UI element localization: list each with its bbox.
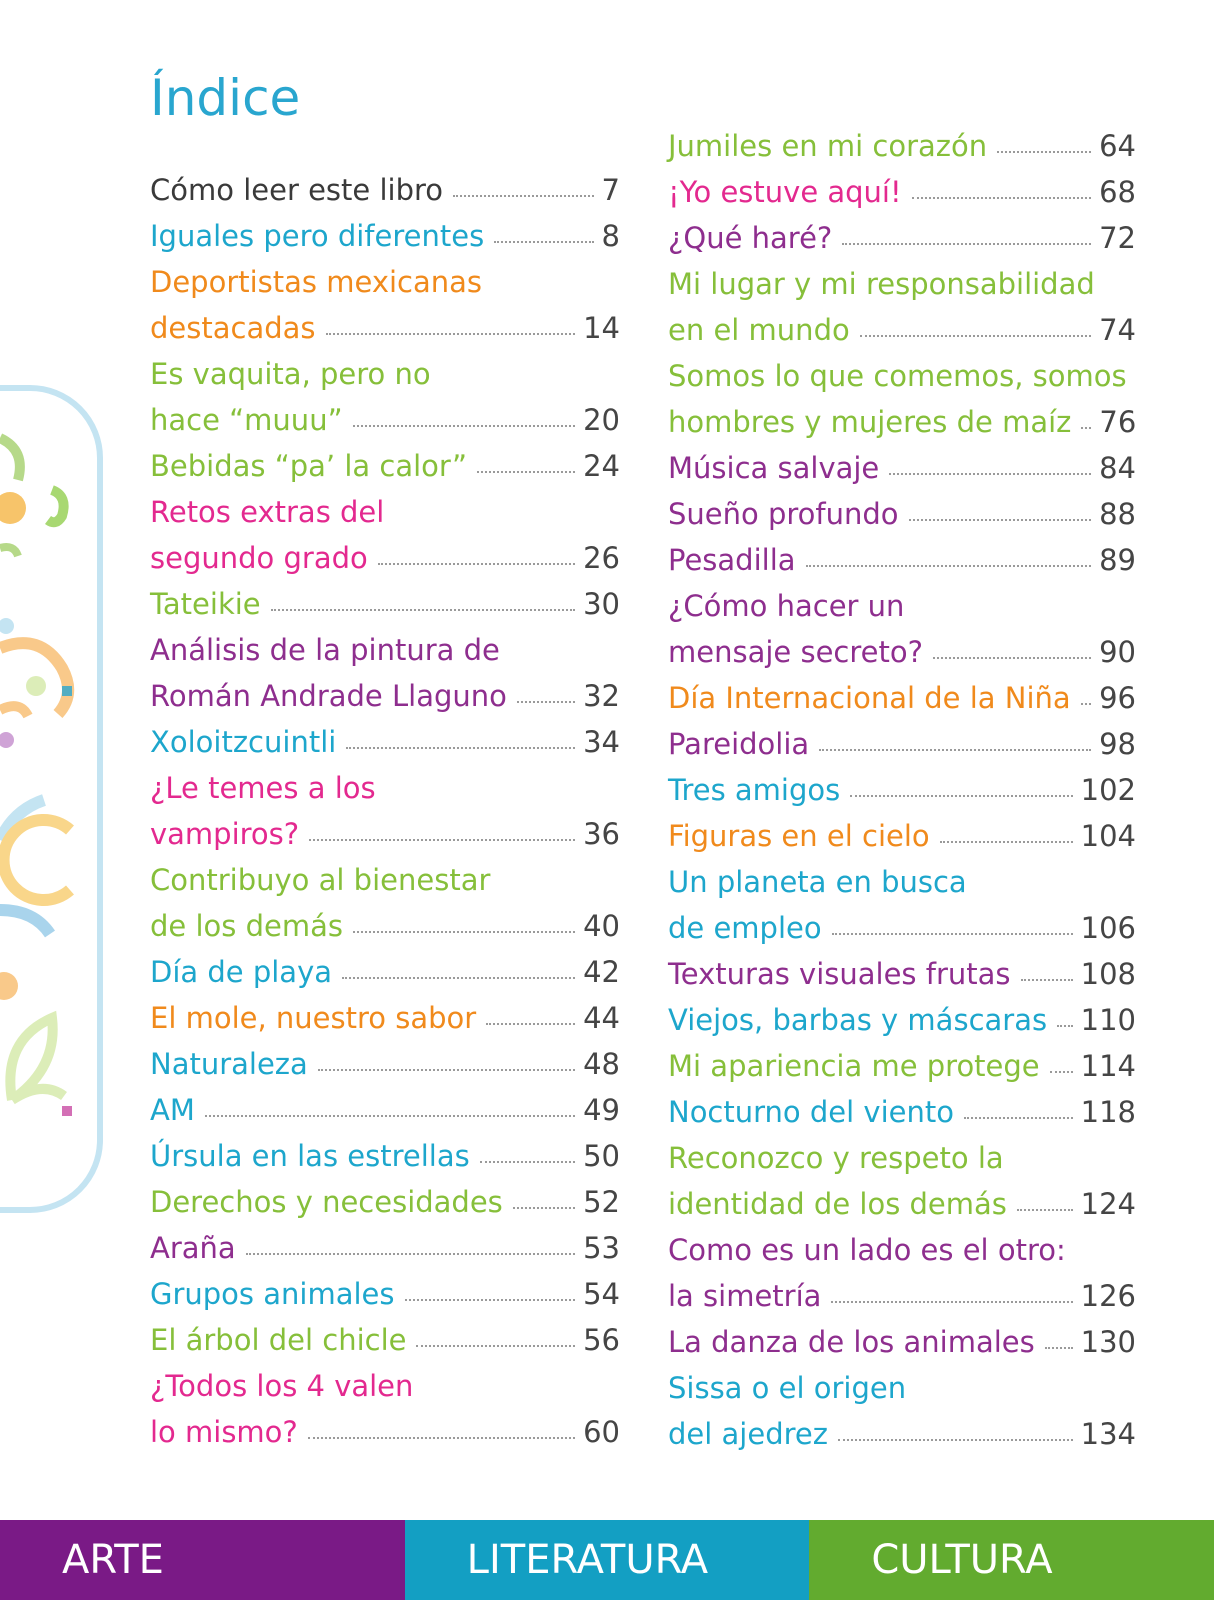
toc-entry-title: Análisis de la pintura de xyxy=(150,633,500,667)
toc-entry-title: AM xyxy=(150,1093,195,1127)
toc-page-number: 126 xyxy=(1080,1279,1136,1313)
toc-entry-title: de los demás xyxy=(150,909,343,943)
toc-entry-continued xyxy=(150,492,620,532)
toc-entry-title: Iguales pero diferentes xyxy=(150,219,485,253)
toc-entry xyxy=(150,170,620,210)
toc-entry-title: Jumiles en mi corazón xyxy=(668,129,988,163)
toc-entry-title: Cómo leer este libro xyxy=(150,173,444,207)
toc-dot-leader xyxy=(342,977,575,979)
toc-page-number: 32 xyxy=(583,679,620,713)
toc-page-number: 114 xyxy=(1080,1049,1136,1083)
toc-entry xyxy=(150,216,620,256)
toc-entry xyxy=(668,678,1136,718)
toc-page-number: 104 xyxy=(1080,819,1136,853)
toc-entry xyxy=(150,400,620,440)
toc-dot-leader xyxy=(831,1301,1072,1303)
toc-dot-leader xyxy=(477,471,575,473)
toc-dot-leader xyxy=(933,657,1091,659)
toc-page-number: 90 xyxy=(1099,635,1136,669)
toc-dot-leader xyxy=(271,609,575,611)
toc-entry-title: Úrsula en las estrellas xyxy=(150,1139,470,1173)
toc-entry xyxy=(150,906,620,946)
toc-entry-title: ¡Yo estuve aquí! xyxy=(668,175,902,209)
toc-dot-leader xyxy=(1045,1347,1073,1349)
toc-entry xyxy=(668,1046,1136,1086)
toc-entry-title: de empleo xyxy=(668,911,822,945)
toc-page-number: 134 xyxy=(1080,1417,1136,1451)
toc-entry xyxy=(150,1044,620,1084)
toc-page-number: 44 xyxy=(583,1001,620,1035)
toc-entry xyxy=(150,446,620,486)
toc-page-number: 106 xyxy=(1080,911,1136,945)
toc-entry xyxy=(150,1320,620,1360)
toc-page-number: 40 xyxy=(583,909,620,943)
toc-page-number: 96 xyxy=(1099,681,1136,715)
toc-page-number: 84 xyxy=(1099,451,1136,485)
toc-entry-title: Reconozco y respeto la xyxy=(668,1141,1004,1175)
toc-entry-title: Sueño profundo xyxy=(668,497,899,531)
toc-dot-leader xyxy=(1081,703,1091,705)
toc-entry xyxy=(150,722,620,762)
toc-entry xyxy=(668,816,1136,856)
toc-entry-title: Naturaleza xyxy=(150,1047,308,1081)
toc-entry-title: en el mundo xyxy=(668,313,850,347)
toc-dot-leader xyxy=(416,1345,575,1347)
toc-page-number: 20 xyxy=(583,403,620,437)
footer-label-arte: ARTE xyxy=(62,1537,164,1583)
toc-entry-title: El árbol del chicle xyxy=(150,1323,407,1357)
toc-entry-title: hombres y mujeres de maíz xyxy=(668,405,1072,439)
toc-dot-leader xyxy=(308,1437,575,1439)
toc-dot-leader xyxy=(353,425,576,427)
toc-entry-title: Día de playa xyxy=(150,955,333,989)
toc-page-number: 89 xyxy=(1099,543,1136,577)
toc-entry-title: Nocturno del viento xyxy=(668,1095,954,1129)
toc-entry xyxy=(150,1228,620,1268)
footer-band-arte xyxy=(0,1520,405,1600)
toc-dot-leader xyxy=(353,931,575,933)
toc-page-number: 118 xyxy=(1080,1095,1136,1129)
toc-page-number: 68 xyxy=(1099,175,1136,209)
toc-entry-title: lo mismo? xyxy=(150,1415,298,1449)
toc-page-number: 48 xyxy=(583,1047,620,1081)
toc-entry-title: Pesadilla xyxy=(668,543,796,577)
toc-entry xyxy=(668,540,1136,580)
toc-entry xyxy=(668,1184,1136,1224)
toc-page-number: 26 xyxy=(583,541,620,575)
toc-entry xyxy=(150,1136,620,1176)
toc-entry xyxy=(150,814,620,854)
toc-page-number: 56 xyxy=(583,1323,620,1357)
toc-page-number: 7 xyxy=(601,173,620,207)
toc-page-number: 98 xyxy=(1099,727,1136,761)
toc-page-number: 14 xyxy=(583,311,620,345)
toc-dot-leader xyxy=(1017,1209,1073,1211)
toc-page-number: 88 xyxy=(1099,497,1136,531)
toc-page-number: 49 xyxy=(583,1093,620,1127)
toc-page-number: 130 xyxy=(1080,1325,1136,1359)
toc-dot-leader xyxy=(513,1207,575,1209)
toc-entry-title: El mole, nuestro sabor xyxy=(150,1001,477,1035)
toc-dot-leader xyxy=(860,335,1091,337)
toc-page-number: 110 xyxy=(1080,1003,1136,1037)
toc-entry-continued xyxy=(150,354,620,394)
toc-entry-title: Un planeta en busca xyxy=(668,865,967,899)
toc-page-number: 124 xyxy=(1080,1187,1136,1221)
toc-entry-continued xyxy=(668,1138,1136,1178)
toc-dot-leader xyxy=(832,933,1073,935)
toc-page-number: 54 xyxy=(583,1277,620,1311)
toc-entry-continued xyxy=(150,768,620,808)
toc-entry-title: Retos extras del xyxy=(150,495,385,529)
toc-page-number: 72 xyxy=(1099,221,1136,255)
toc-entry xyxy=(668,494,1136,534)
toc-entry-title: Tateikie xyxy=(150,587,261,621)
toc-dot-leader xyxy=(1050,1071,1073,1073)
toc-entry-continued xyxy=(668,586,1136,626)
toc-dot-leader xyxy=(912,197,1091,199)
toc-entry xyxy=(668,172,1136,212)
toc-entry-title: Grupos animales xyxy=(150,1277,395,1311)
toc-entry-title: Es vaquita, pero no xyxy=(150,357,431,391)
toc-page-number: 102 xyxy=(1080,773,1136,807)
toc-entry-title: identidad de los demás xyxy=(668,1187,1007,1221)
toc-entry xyxy=(668,448,1136,488)
toc-entry-continued xyxy=(668,356,1136,396)
toc-dot-leader xyxy=(378,563,575,565)
toc-dot-leader xyxy=(405,1299,576,1301)
toc-page-number: 36 xyxy=(583,817,620,851)
toc-entry-continued xyxy=(668,1368,1136,1408)
toc-dot-leader xyxy=(346,747,575,749)
toc-entry-title: Tres amigos xyxy=(668,773,841,807)
toc-entry-title: Día Internacional de la Niña xyxy=(668,681,1071,715)
toc-entry-title: Araña xyxy=(150,1231,236,1265)
toc-dot-leader xyxy=(517,701,575,703)
toc-entry xyxy=(150,998,620,1038)
toc-entry xyxy=(668,402,1136,442)
toc-entry xyxy=(150,538,620,578)
toc-dot-leader xyxy=(494,241,593,243)
toc-dot-leader xyxy=(964,1117,1073,1119)
toc-entry xyxy=(668,1092,1136,1132)
decorative-border-graphic xyxy=(0,380,110,1220)
toc-entry xyxy=(668,1000,1136,1040)
toc-entry-title: Sissa o el origen xyxy=(668,1371,907,1405)
toc-dot-leader xyxy=(940,841,1073,843)
toc-dot-leader xyxy=(1021,979,1073,981)
toc-dot-leader xyxy=(842,243,1091,245)
toc-entry xyxy=(150,1274,620,1314)
toc-dot-leader xyxy=(838,1439,1073,1441)
footer-label-literatura: LITERATURA xyxy=(466,1537,709,1583)
toc-dot-leader xyxy=(326,333,576,335)
toc-dot-leader xyxy=(806,565,1092,567)
toc-page-number: 50 xyxy=(583,1139,620,1173)
toc-entry-title: Viejos, barbas y máscaras xyxy=(668,1003,1048,1037)
toc-entry-title: ¿Le temes a los xyxy=(150,771,376,805)
toc-entry xyxy=(668,126,1136,166)
toc-dot-leader xyxy=(309,839,575,841)
toc-entry-continued xyxy=(150,860,620,900)
footer-band-cultura xyxy=(809,1520,1214,1600)
toc-dot-leader xyxy=(453,195,594,197)
footer-band-literatura xyxy=(405,1520,810,1600)
toc-page-number: 108 xyxy=(1080,957,1136,991)
toc-page-number: 42 xyxy=(583,955,620,989)
page-title: Índice xyxy=(150,69,301,127)
toc-entry xyxy=(668,1322,1136,1362)
toc-entry-title: Román Andrade Llaguno xyxy=(150,679,507,713)
toc-dot-leader xyxy=(318,1069,575,1071)
toc-entry xyxy=(668,908,1136,948)
toc-entry xyxy=(150,952,620,992)
toc-dot-leader xyxy=(246,1253,575,1255)
toc-entry-title: Somos lo que comemos, somos xyxy=(668,359,1127,393)
toc-page-number: 24 xyxy=(583,449,620,483)
toc-dot-leader xyxy=(486,1023,575,1025)
toc-entry-title: Mi lugar y mi responsabilidad xyxy=(668,267,1095,301)
toc-page-number: 34 xyxy=(583,725,620,759)
toc-dot-leader xyxy=(909,519,1092,521)
toc-entry-title: ¿Cómo hacer un xyxy=(668,589,905,623)
toc-entry xyxy=(150,584,620,624)
toc-entry-title: Pareidolia xyxy=(668,727,810,761)
toc-page-number: 52 xyxy=(583,1185,620,1219)
toc-entry-title: Contribuyo al bienestar xyxy=(150,863,491,897)
toc-entry-title: Bebidas “pa’ la calor” xyxy=(150,449,468,483)
toc-entry xyxy=(668,632,1136,672)
toc-entry-title: ¿Todos los 4 valen xyxy=(150,1369,414,1403)
toc-entry-title: del ajedrez xyxy=(668,1417,828,1451)
toc-entry-continued xyxy=(150,630,620,670)
toc-entry-title: ¿Qué haré? xyxy=(668,221,833,255)
toc-page-number: 53 xyxy=(583,1231,620,1265)
toc-dot-leader xyxy=(819,749,1091,751)
toc-entry-title: segundo grado xyxy=(150,541,368,575)
toc-entry-title: la simetría xyxy=(668,1279,822,1313)
toc-entry xyxy=(668,1414,1136,1454)
toc-dot-leader xyxy=(889,473,1091,475)
toc-dot-leader xyxy=(1057,1025,1073,1027)
toc-dot-leader xyxy=(1081,427,1091,429)
toc-entry-continued xyxy=(668,264,1136,304)
footer-label-cultura: CULTURA xyxy=(871,1537,1053,1583)
toc-entry-title: Texturas visuales frutas xyxy=(668,957,1011,991)
toc-entry xyxy=(150,676,620,716)
toc-entry xyxy=(668,218,1136,258)
toc-entry-title: Xoloitzcuintli xyxy=(150,725,337,759)
toc-entry xyxy=(668,954,1136,994)
toc-dot-leader xyxy=(480,1161,575,1163)
toc-entry-title: mensaje secreto? xyxy=(668,635,923,669)
toc-page-number: 60 xyxy=(583,1415,620,1449)
toc-entry-title: Música salvaje xyxy=(668,451,880,485)
toc-entry-title: destacadas xyxy=(150,311,316,345)
toc-page-number: 64 xyxy=(1099,129,1136,163)
toc-entry-continued xyxy=(150,1366,620,1406)
toc-page-number: 8 xyxy=(601,219,620,253)
toc-entry-title: Mi apariencia me protege xyxy=(668,1049,1040,1083)
toc-dot-leader xyxy=(997,151,1091,153)
toc-entry xyxy=(150,1182,620,1222)
toc-entry-title: vampiros? xyxy=(150,817,300,851)
toc-entry-title: hace “muuu” xyxy=(150,403,343,437)
toc-dot-leader xyxy=(205,1115,575,1117)
toc-entry-title: La danza de los animales xyxy=(668,1325,1035,1359)
toc-entry xyxy=(668,1276,1136,1316)
toc-entry-title: Como es un lado es el otro: xyxy=(668,1233,1066,1267)
toc-page-number: 74 xyxy=(1099,313,1136,347)
toc-page-number: 30 xyxy=(583,587,620,621)
toc-entry-title: Figuras en el cielo xyxy=(668,819,930,853)
toc-entry-title: Derechos y necesidades xyxy=(150,1185,503,1219)
toc-entry xyxy=(668,310,1136,350)
toc-page-number: 76 xyxy=(1099,405,1137,439)
toc-entry-continued xyxy=(668,1230,1136,1270)
toc-entry-title: Deportistas mexicanas xyxy=(150,265,483,299)
toc-entry-continued xyxy=(668,862,1136,902)
category-footer xyxy=(0,1520,1214,1600)
toc-entry xyxy=(668,724,1136,764)
toc-entry xyxy=(668,770,1136,810)
toc-entry xyxy=(150,308,620,348)
toc-entry-continued xyxy=(150,262,620,302)
toc-dot-leader xyxy=(850,795,1072,797)
toc-entry xyxy=(150,1090,620,1130)
toc-entry xyxy=(150,1412,620,1452)
